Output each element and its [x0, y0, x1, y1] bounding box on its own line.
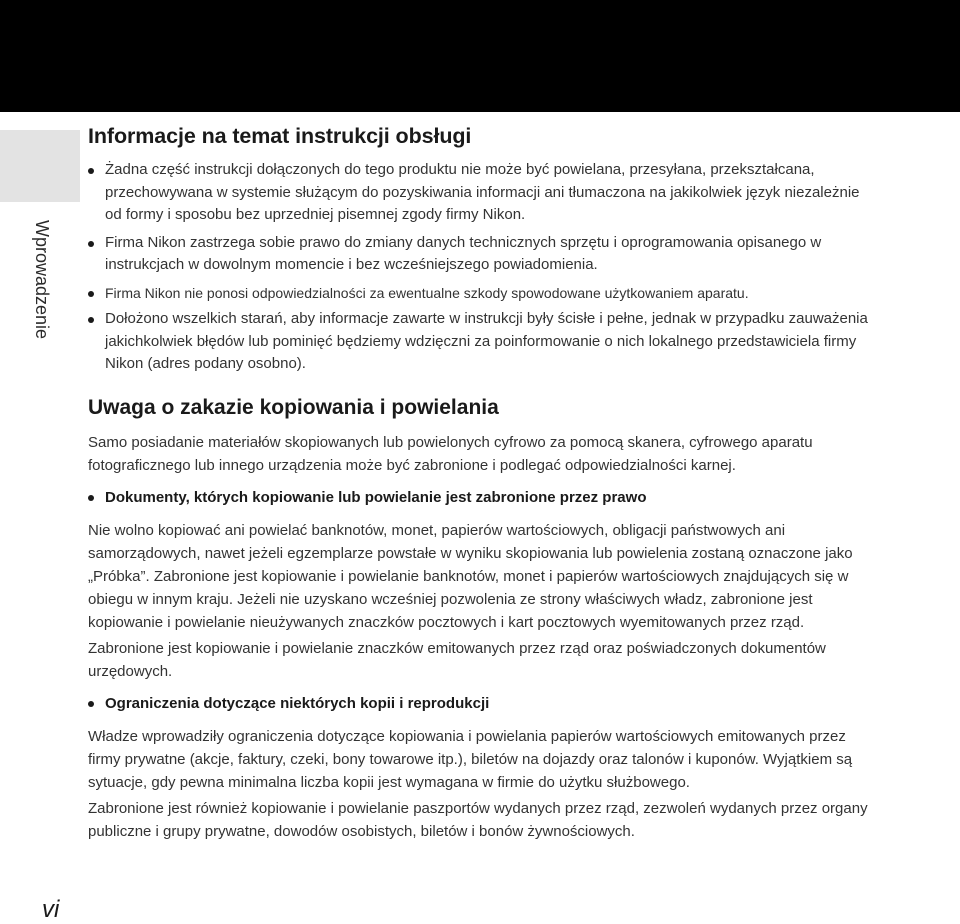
info-bullet-text: Dołożono wszelkich starań, aby informacje zawarte w instrukcji były ścisłe i pełne, jednak w przypadku zauważenia jakichkolwiek błędów lub pominięć będziemy wdzięczni za poinformowanie o nich lokalnego przedstawiciela firmy Nikon (adres podany osobno). [105, 310, 868, 372]
top-black-band [0, 0, 960, 112]
bullet-dot-icon [88, 317, 94, 323]
copy-restrictions-heading [88, 693, 878, 715]
prohibited-documents-heading-text: Dokumenty, których kopiowanie lub powielanie jest zabronione przez prawo [105, 488, 647, 506]
page-content [88, 124, 878, 853]
bullet-dot-icon [88, 291, 94, 297]
copy-restrictions-paragraph: Zabronione jest również kopiowanie i powielanie paszportów wydanych przez rząd, zezwoleń wydanych przez organy publiczne i grupy prywatne, dowodów osobistych, biletów i bonów żywnościowych. [88, 799, 868, 840]
section-tab-marker [0, 130, 80, 202]
bullet-dot-icon [88, 701, 94, 707]
info-bullet-text: Żadna część instrukcji dołączonych do tego produktu nie może być powielana, przesyłana, przekształcana, przechowywana w systemie służącym do pozyskiwania informacji ani tłumaczona na jakikolwiek język niezależnie od formy i sposobu bez uprzedniej pisemnej zgody firmy Nikon. [105, 161, 860, 223]
info-bullet-item [88, 308, 878, 376]
bullet-dot-icon [88, 168, 94, 174]
info-bullet-item [88, 232, 878, 277]
info-bullet-item [88, 282, 878, 305]
info-bullet-list [88, 159, 878, 376]
bullet-dot-icon [88, 495, 94, 501]
copy-restrictions-paragraph: Władze wprowadziły ograniczenia dotyczące kopiowania i powielania papierów wartościowych emitowanych przez firmy prywatne (akcje, faktury, czeki, bony towarowe itp.), biletów na dojazdy oraz talonów i kuponów. Wyjątkiem są sytuacje, gdy pewna minimalna liczba kopii jest wymagana w firmie do użytku służbowego. [88, 727, 853, 791]
page-number: vi [42, 896, 60, 923]
section-tab-label: Wprowadzenie [32, 220, 52, 340]
info-bullet-item [88, 159, 878, 227]
prohibited-documents-paragraph: Nie wolno kopiować ani powielać banknotów, monet, papierów wartościowych, obligacji państwowych ani samorządowych, nawet jeżeli egzemplarze powstałe w wyniku skopiowania lub powielenia zostaną oznaczone jako „Próbka”. Zabronione jest kopiowanie i powielanie banknotów, monet i papierów wartościowych znajdujących się w obiegu w innym kraju. Jeżeli nie uzyskano wcześniej pozwolenia ze strony właściwych władz, zabronione jest kopiowanie i powielanie nieużywanych znaczków pocztowych i kart pocztowych wyemitowanych przez rząd. [88, 521, 853, 631]
copy-notice-intro: Samo posiadanie materiałów skopiowanych lub powielonych cyfrowo za pomocą skanera, cyfrowego aparatu fotograficznego lub innego urządzenia może być zabronione i podlegać odpowiedzialności karnej. [88, 433, 813, 474]
prohibited-documents-paragraph: Zabronione jest kopiowanie i powielanie znaczków emitowanych przez rząd oraz poświadczonych dokumentów urzędowych. [88, 639, 826, 680]
info-bullet-text: Firma Nikon nie ponosi odpowiedzialności za ewentualne szkody spowodowane użytkowaniem aparatu. [105, 284, 749, 301]
copy-notice-heading: Uwaga o zakazie kopiowania i powielania [88, 395, 499, 419]
info-heading: Informacje na temat instrukcji obsługi [88, 124, 472, 148]
info-bullet-text: Firma Nikon zastrzega sobie prawo do zmiany danych technicznych sprzętu i oprogramowania opisanego w instrukcjach w dowolnym momencie i bez wcześniejszego powiadomienia. [105, 233, 822, 273]
copy-restrictions-heading-text: Ograniczenia dotyczące niektórych kopii i reprodukcji [105, 694, 490, 712]
bullet-dot-icon [88, 241, 94, 247]
prohibited-documents-heading [88, 487, 878, 509]
